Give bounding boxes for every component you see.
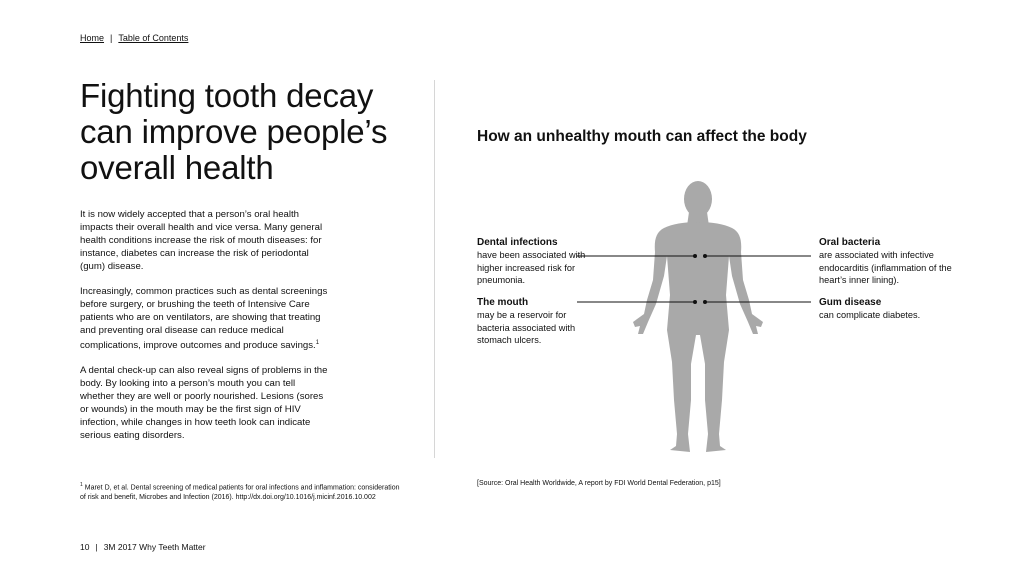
callout-oral-bacteria-text: are associated with infective endocarditis (inflammation of the heart’s inner lining). (819, 250, 952, 285)
callout-oral-bacteria (819, 236, 959, 287)
callout-gum-disease (819, 296, 959, 322)
body-text (80, 208, 330, 454)
page-footer (80, 542, 206, 552)
page-title: Fighting tooth decay can improve people’s overall health (80, 77, 388, 186)
paragraph-3: A dental check-up can also reveal signs of problems in the body. By looking into a person’s mouth you can tell whether they are well or poorly nourished. Lesions (sores or wounds) in the mouth may be the first sign of HIV infection, while changes in how teeth look can indicate serious eating disorders. (80, 365, 328, 442)
callout-dental-infections-text: have been associated with higher increased risk for pneumonia. (477, 250, 586, 285)
footnote-reference: 1 (315, 340, 320, 346)
callout-gum-disease-head: Gum disease (819, 297, 882, 308)
footnote-mark: 1 (80, 482, 83, 488)
connector-gum-disease-dot (703, 300, 707, 304)
footer-separator: | (95, 542, 98, 552)
paragraph-2 (80, 285, 330, 352)
callout-dental-infections-head: Dental infections (477, 237, 558, 248)
silhouette-shape (633, 181, 763, 452)
callout-oral-bacteria-head: Oral bacteria (819, 237, 881, 248)
breadcrumb-home-link[interactable]: Home (80, 33, 105, 43)
footnote (80, 480, 400, 503)
source-citation: [Source: Oral Health Worldwide, A report by FDI World Dental Federation, p15] (477, 480, 721, 487)
connector-oral-bacteria-dot (703, 254, 707, 258)
body-figure (560, 170, 820, 465)
column-divider (434, 80, 435, 458)
breadcrumb-separator: | (110, 33, 113, 43)
breadcrumb (80, 33, 188, 43)
footnote-text: Maret D, et al. Dental screening of medical patients for oral infections and inflammation: consideration of risk and benefit, Microbes and Infection (2016). http://dx.doi.org/10.1016/j.micinf.2016.10.002 (80, 484, 400, 502)
connector-dental-infections-dot (693, 254, 697, 258)
callout-gum-disease-text: can complicate diabetes. (819, 310, 921, 320)
publication-name: 3M 2017 Why Teeth Matter (103, 542, 206, 552)
paragraph-2-text: Increasingly, common practices such as dental screenings before surgery, or brushing the teeth of Intensive Care patients who are on ventilators, are showing that treating and preventing oral disease can reduce medical complications, improve outcomes and produce savings. (80, 286, 328, 352)
infographic-title: How an unhealthy mouth can affect the body (477, 128, 807, 145)
silhouette-head (684, 181, 712, 217)
callout-the-mouth-head: The mouth (477, 297, 529, 308)
connector-the-mouth-dot (693, 300, 697, 304)
page-number: 10 (80, 542, 90, 552)
paragraph-1: It is now widely accepted that a person’s oral health impacts their overall health and vice versa. Many general health conditions increase the risk of mouth diseases: for instance, diabetes can increase the risk of periodontal (gum) disease. (80, 209, 323, 272)
breadcrumb-toc-link[interactable]: Table of Contents (118, 33, 189, 43)
human-body-silhouette-icon (560, 170, 820, 465)
callout-the-mouth-text: may be a reservoir for bacteria associated with stomach ulcers. (477, 310, 576, 345)
